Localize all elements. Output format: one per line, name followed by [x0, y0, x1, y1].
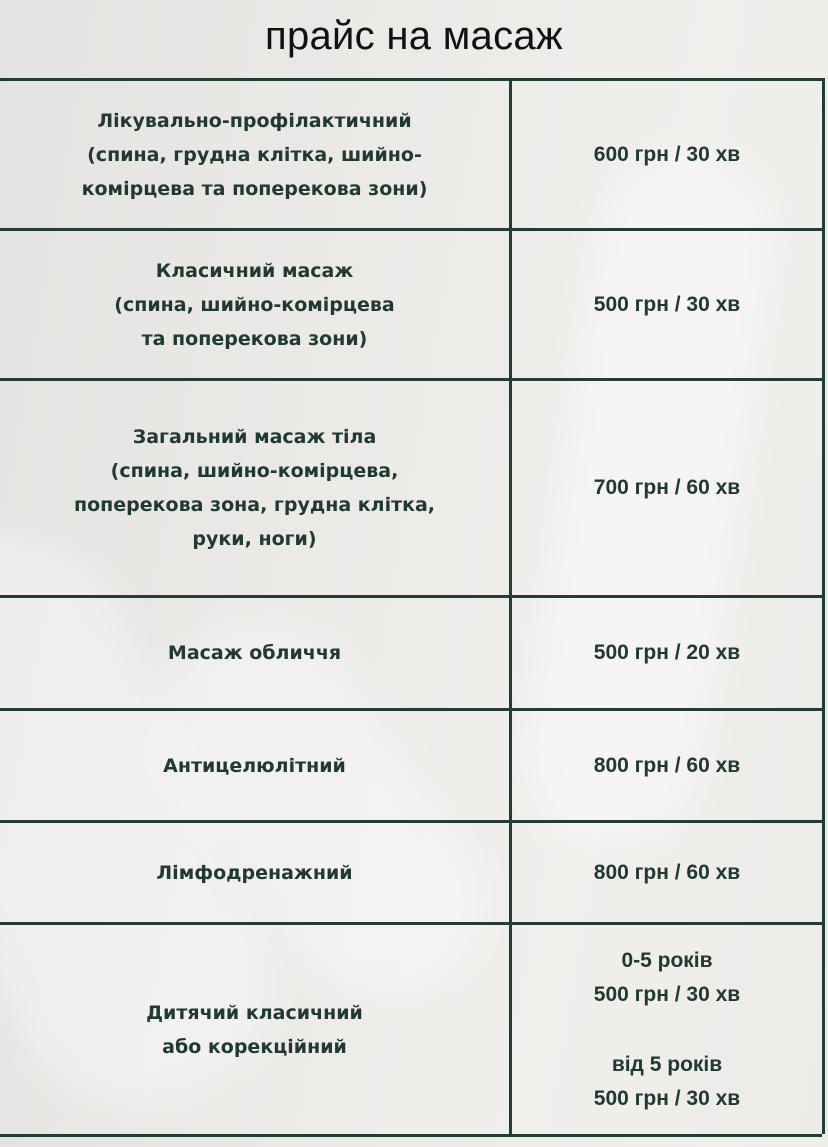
age-group-label: 0-5 років	[621, 948, 713, 972]
service-name-line: Лімфодренажний	[156, 861, 353, 884]
service-name-line: (спина, шийно-комірцева,	[110, 460, 399, 482]
service-name	[0, 925, 512, 1134]
service-name-line: комірцева та поперекова зони)	[81, 177, 428, 200]
table-row	[0, 823, 822, 925]
service-name	[0, 81, 512, 228]
service-name-line: або корекційний	[162, 1035, 347, 1058]
service-price: 500 грн / 20 хв	[593, 641, 741, 664]
service-name	[0, 823, 512, 922]
table-row	[0, 81, 822, 231]
service-name-line: (спина, шийно-комірцева	[114, 293, 395, 316]
table-row	[0, 711, 822, 823]
service-name	[0, 231, 512, 378]
service-name	[0, 381, 512, 595]
service-name-line: Масаж обличчя	[167, 642, 342, 664]
age-group-price: 500 грн / 30 хв	[593, 982, 741, 1006]
service-price: 800 грн / 60 хв	[593, 860, 741, 884]
service-name-line: (спина, грудна клітка, шийно-	[87, 143, 422, 166]
service-name-line: руки, ноги)	[192, 528, 317, 550]
table-row	[0, 598, 822, 711]
service-price: 500 грн / 30 хв	[593, 292, 741, 316]
table-row	[0, 231, 822, 381]
table-row	[0, 925, 822, 1137]
table-row	[0, 381, 822, 598]
service-name-line: та поперекова зони)	[141, 327, 368, 350]
service-name	[0, 598, 512, 708]
price-table	[0, 78, 825, 1134]
service-name-line: Дитячий класичний	[146, 1001, 363, 1024]
service-price: 700 грн / 60 хв	[593, 476, 741, 499]
service-name-line: поперекова зона, грудна клітка,	[73, 494, 436, 516]
service-name	[0, 711, 512, 820]
service-name-line: Загальний масаж тіла	[132, 426, 377, 448]
service-price-groups	[512, 925, 822, 1134]
service-name-line: Класичний масаж	[155, 259, 354, 282]
age-group-label: від 5 років	[611, 1052, 723, 1076]
service-name-line: Лікувально-профілактичний	[97, 109, 412, 132]
page-title: прайс на масаж	[264, 14, 563, 58]
service-price: 600 грн / 30 хв	[593, 142, 741, 166]
age-group-price: 500 грн / 30 хв	[593, 1086, 741, 1110]
service-price: 800 грн / 60 хв	[593, 753, 741, 777]
service-name-line: Антицелюлітний	[163, 754, 346, 777]
